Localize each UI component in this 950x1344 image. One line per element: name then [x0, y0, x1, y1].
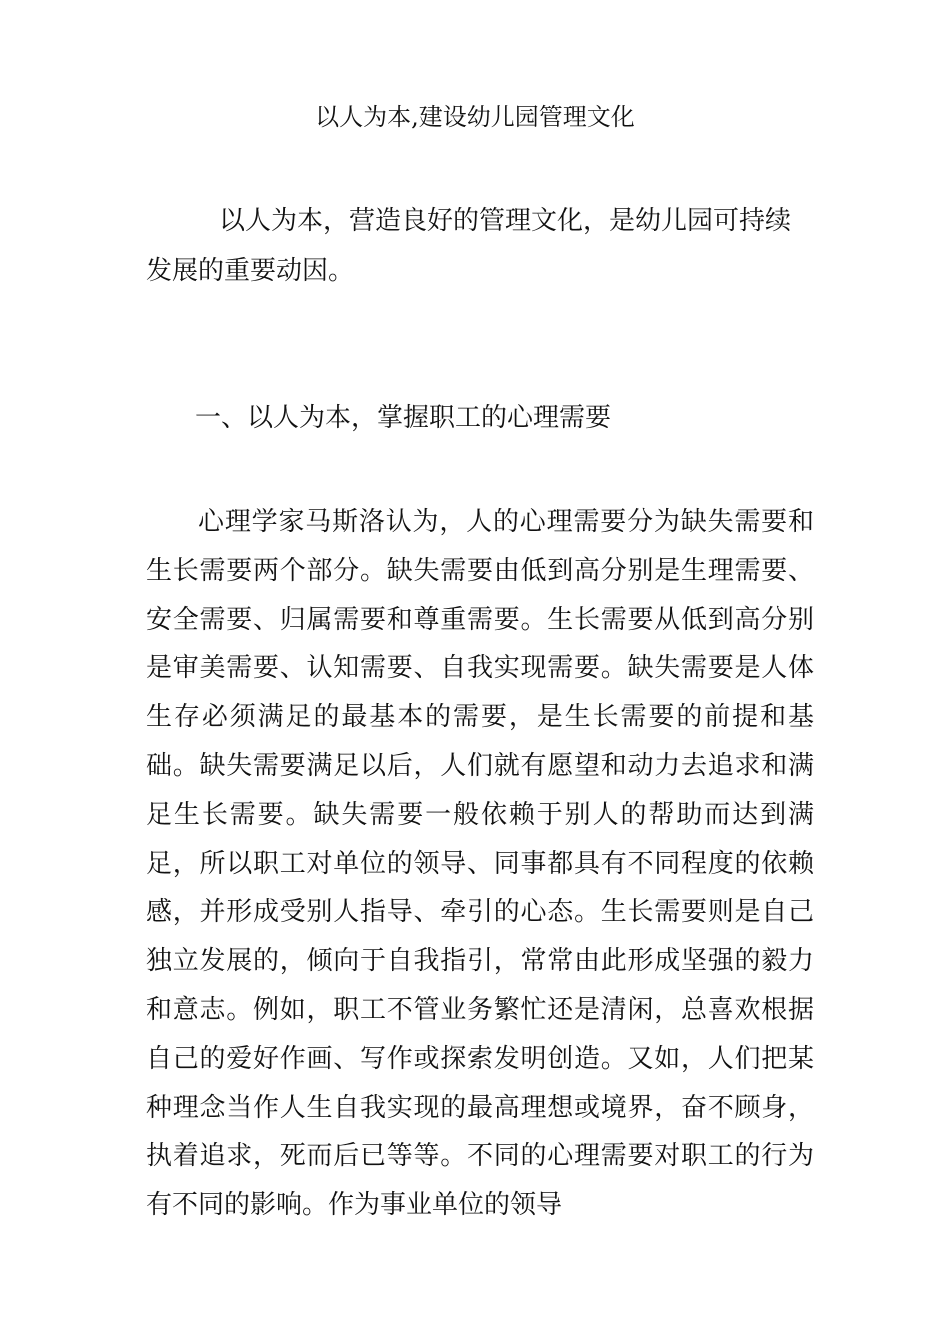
document-title: 以人为本,建设幼儿园管理文化	[315, 103, 635, 131]
section-heading: 一、以人为本，掌握职工的心理需要	[195, 403, 612, 433]
body-paragraph: 心理学家马斯洛认为，人的心理需要分为缺失需要和生长需要两个部分。缺失需要由低到高分别是生理需要、安全需要、归属需要和尊重需要。生长需要从低到高分别是审美需要、认知需要、自我实现需要。缺失需要是人体生存必须满足的最基本的需要，是生长需要的前提和基础。缺失需要满足以后，人们就有愿望和动力去追求和满足生长需要。缺失需要一般依赖于别人的帮助而达到满足，所以职工对单位的领导、同事都具有不同程度的依赖感，并形成受别人指导、牵引的心态。生长需要则是自己独立发展的，倾向于自我指引，常常由此形成坚强的毅力和意志。例如，职工不管业务繁忙还是清闲，总喜欢根据自己的爱好作画、写作或探索发明创造。又如，人们把某种理念当作人生自我实现的最高理想或境界，奋不顾身，执着追求，死而后已等等。不同的心理需要对职工的行为有不同的影响。作为事业单位的领导	[146, 507, 814, 1221]
intro-paragraph: 以人为本，营造良好的管理文化，是幼儿园可持续发展的重要动因。	[146, 206, 792, 286]
